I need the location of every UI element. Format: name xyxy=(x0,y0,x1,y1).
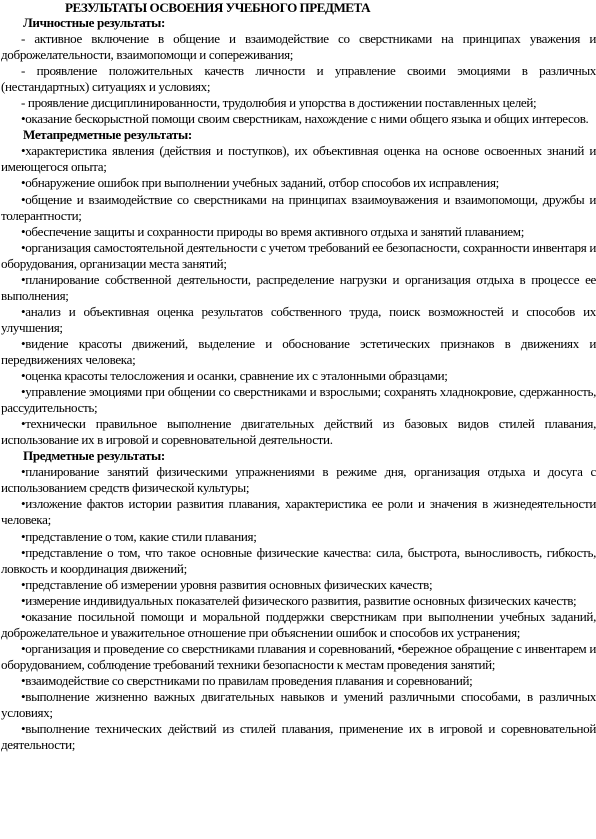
list-item: •общение и взаимодействие со сверстниками на принципах взаимоуважения и взаимопомощи, дружбы и толерантности; xyxy=(1,191,596,223)
section-heading: Метапредметные результаты: xyxy=(23,127,192,143)
list-item: - проявление дисциплинированности, трудолюбия и упорства в достижении поставленных целей; xyxy=(21,95,537,111)
metasubject-results-section xyxy=(1,127,596,448)
list-item: •оказание посильной помощи и моральной поддержки сверстникам при выполнении учебных заданий, доброжелательное и уважительное отношение при объяснении ошибок и способов их устранения; xyxy=(1,608,596,640)
list-item: •представление об измерении уровня развития основных физических качеств; xyxy=(21,576,433,592)
list-item: •представление о том, что такое основные физические качества: сила, быстрота, выносливость, гибкость, ловкость и координация движений; xyxy=(1,544,596,576)
list-item: •оценка красоты телосложения и осанки, сравнение их с эталонными образцами; xyxy=(21,368,448,384)
list-item: •обеспечение защиты и сохранности природы во время активного отдыха и занятий плаванием; xyxy=(21,223,524,239)
list-item: •анализ и объективная оценка результатов собственного труда, поиск возможностей и способов их улучшения; xyxy=(1,303,596,335)
list-item: •технически правильное выполнение двигательных действий из базовых видов стилей плавания, использование их в игровой и соревновательной деятельности. xyxy=(1,416,596,448)
section-heading: Личностные результаты: xyxy=(23,15,166,30)
page-title: РЕЗУЛЬТАТЫ ОСВОЕНИЯ УЧЕБНОГО ПРЕДМЕТА xyxy=(65,0,371,15)
list-item: •планирование занятий физическими упражнениями в режиме дня, организация отдыха и досуга с использованием средств физической культуры; xyxy=(1,464,596,496)
list-item: •обнаружение ошибок при выполнении учебных заданий, отбор способов их исправления; xyxy=(21,175,499,191)
list-item: •изложение фактов истории развития плавания, характеристика ее роли и значения в жизнедеятельности человека; xyxy=(1,496,596,528)
list-item: •видение красоты движений, выделение и обоснование эстетических признаков в движениях и передвижениях человека; xyxy=(1,335,596,367)
list-item: •организация самостоятельной деятельности с учетом требований ее безопасности, сохранности инвентаря и оборудования, организации места занятий; xyxy=(1,239,596,271)
list-item: - проявление положительных качеств личности и управление своими эмоциями в различных (нестандартных) ситуациях и условиях; xyxy=(1,63,596,95)
list-item: •управление эмоциями при общении со сверстниками и взрослыми; сохранять хладнокровие, сдержанность, рассудительность; xyxy=(1,384,596,416)
list-item: •характеристика явления (действия и поступков), их объективная оценка на основе освоенных знаний и имеющегося опыта; xyxy=(1,143,596,175)
list-item: •выполнение жизненно важных двигательных навыков и умений различными способами, в различных условиях; xyxy=(1,688,596,721)
list-item: •выполнение технических действий из стилей плавания, применение их в игровой и соревновательной деятельности; xyxy=(1,721,596,753)
list-item: •оказание бескорыстной помощи своим сверстникам, нахождение с ними общего языка и общих интересов. xyxy=(21,111,589,127)
list-item: - активное включение в общение и взаимодействие со сверстниками на принципах уважения и доброжелательности, взаимопомощи и сопереживания; xyxy=(1,31,596,63)
list-item: •организация и проведение со сверстниками плавания и соревнований, •бережное обращение с инвентарем и оборудованием, соблюдение требований техники безопасности к местам проведения занятий; xyxy=(1,640,596,672)
subject-results-section xyxy=(1,448,596,753)
list-item: •представление о том, какие стили плавания; xyxy=(21,528,257,544)
list-item: •взаимодействие со сверстниками по правилам проведения плавания и соревнований; xyxy=(21,672,473,688)
list-item: •планирование собственной деятельности, распределение нагрузки и организация отдыха в процессе ее выполнения; xyxy=(1,271,596,303)
list-item: •измерение индивидуальных показателей физического развития, развитие основных физических качеств; xyxy=(21,592,577,608)
personal-results-section xyxy=(1,15,596,127)
section-heading: Предметные результаты: xyxy=(23,448,165,464)
